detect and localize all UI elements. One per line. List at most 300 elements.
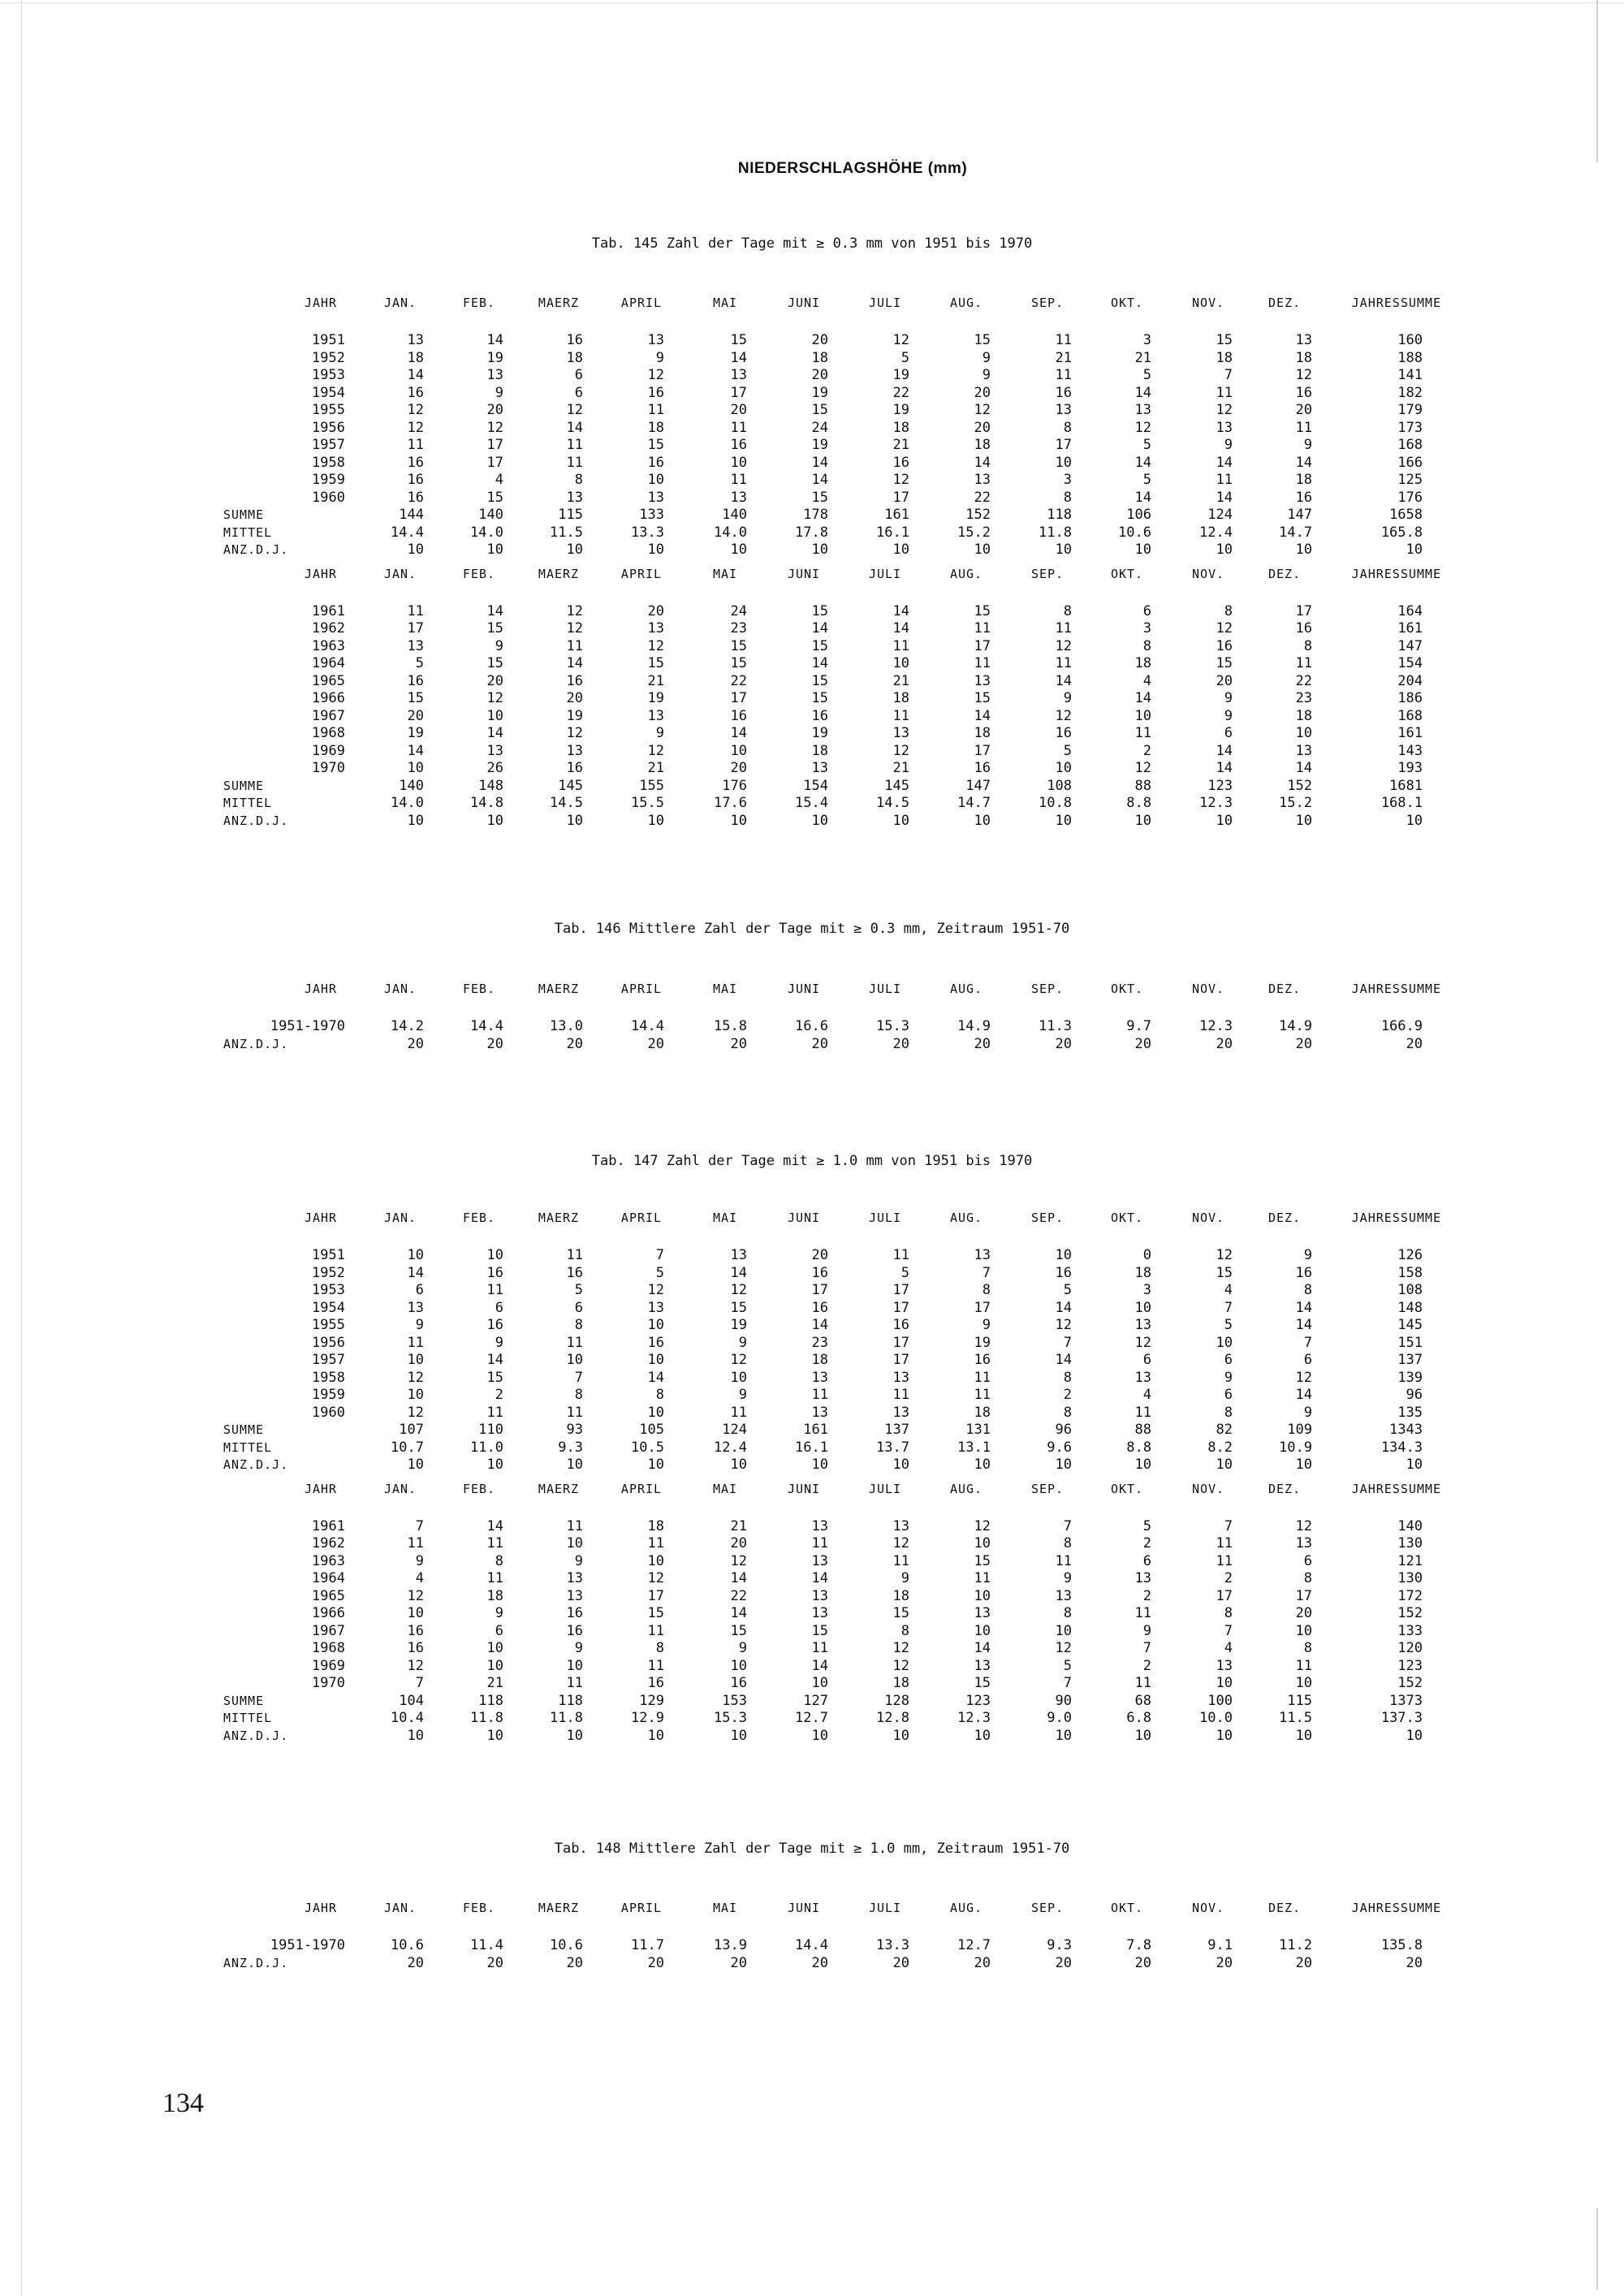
table-cell: 7 [1224, 1622, 1233, 1639]
table-cell: 178 [803, 507, 828, 523]
table-cell: 10 [407, 542, 424, 558]
table-cell: 10 [1055, 1727, 1072, 1744]
table-cell: 161 [1397, 620, 1423, 637]
table-cell: 147 [1397, 637, 1423, 654]
column-header: FEB. [462, 566, 496, 581]
table-cell: 9 [738, 1387, 747, 1403]
table-cell: 16 [486, 1264, 503, 1281]
table-cell: 15 [1216, 1264, 1233, 1281]
column-header: MAERZ [538, 1901, 580, 1915]
column-header: OKT. [1110, 1481, 1144, 1496]
table-cell: 16 [730, 707, 747, 724]
table-cell: 11 [892, 637, 909, 654]
table-cell: 12 [892, 1640, 909, 1656]
column-header: DEZ. [1268, 1481, 1302, 1496]
table-cell: 10 [1406, 1457, 1423, 1473]
row-label-year: 1970 [312, 1675, 345, 1691]
row-label-year: 1951-1970 [270, 1018, 345, 1034]
table-cell: 6 [1224, 1352, 1233, 1368]
table-cell: 10 [892, 1457, 909, 1473]
table-cell: 7 [982, 1264, 991, 1281]
table-cell: 11 [566, 1675, 583, 1691]
table-cell: 9 [982, 367, 991, 383]
row-label-year: 1962 [312, 620, 345, 637]
table-cell: 16 [811, 1299, 828, 1316]
table-cell: 13.9 [714, 1937, 747, 1953]
table-cell: 88 [1134, 777, 1151, 794]
table-cell: 15 [974, 1675, 991, 1691]
table-cell: 131 [965, 1422, 991, 1438]
table-cell: 12 [647, 742, 664, 759]
table-cell: 10 [1216, 1334, 1233, 1351]
table-cell: 10 [974, 1622, 991, 1639]
column-header: DEZ. [1268, 296, 1302, 310]
table-cell: 10 [730, 1727, 747, 1744]
table-cell: 18 [892, 419, 909, 436]
table-cell: 13 [811, 1587, 828, 1604]
table-cell: 9 [901, 1570, 909, 1586]
table-cell: 16 [1055, 725, 1072, 741]
table-cell: 3 [1142, 1282, 1151, 1298]
column-header: JAHR [304, 982, 338, 996]
table-cell: 155 [639, 777, 664, 794]
table-cell: 5 [1224, 1317, 1233, 1333]
table-cell: 13 [1295, 332, 1312, 348]
table-cell: 9 [415, 1317, 424, 1333]
column-header: FEB. [462, 296, 496, 310]
table-cell: 10 [1216, 1675, 1233, 1691]
table-cell: 17 [1295, 1587, 1312, 1604]
table-cell: 115 [558, 507, 583, 523]
table-cell: 11 [486, 1535, 503, 1552]
table-cell: 9 [495, 1605, 503, 1621]
table-cell: 140 [478, 507, 503, 523]
table-cell: 140 [399, 777, 424, 794]
row-label-year: 1969 [312, 742, 345, 759]
table-cell: 14 [1295, 760, 1312, 776]
table-cell: 18 [1134, 1264, 1151, 1281]
table-cell: 14.4 [391, 524, 424, 541]
table-cell: 20 [974, 1954, 991, 1971]
table-cell: 7 [1224, 1517, 1233, 1534]
table-cell: 12 [1216, 1247, 1233, 1263]
table-cell: 9 [574, 1640, 583, 1656]
table-cell: 118 [478, 1692, 503, 1709]
table-cell: 15 [730, 655, 747, 671]
table-cell: 128 [884, 1692, 909, 1709]
table-cell: 12 [566, 402, 583, 418]
table-cell: 8 [1224, 1404, 1233, 1421]
table-cell: 13 [974, 1605, 991, 1621]
table-cell: 6 [495, 1622, 503, 1639]
table-cell: 16.1 [795, 1439, 828, 1456]
table-cell: 11 [647, 1535, 664, 1552]
table-cell: 13 [407, 332, 424, 348]
column-header: JUNI [787, 296, 821, 310]
table-cell: 10 [1216, 1457, 1233, 1473]
table-cell: 10.5 [631, 1439, 664, 1456]
table-cell: 10 [647, 812, 664, 829]
row-label: SUMME [223, 1693, 265, 1708]
table-cell: 12 [974, 1517, 991, 1534]
table-cell: 9 [738, 1640, 747, 1656]
table-cell: 12 [730, 1352, 747, 1368]
table-cell: 11 [730, 1404, 747, 1421]
table-cell: 19 [811, 725, 828, 741]
row-label-year: 1951 [312, 332, 345, 348]
column-header: JAN. [383, 566, 417, 581]
table-cell: 14.0 [714, 524, 747, 541]
table-cell: 68 [1134, 1692, 1151, 1709]
table-cell: 18 [892, 1675, 909, 1691]
table-cell: 10 [1055, 812, 1072, 829]
table-cell: 13 [1134, 1317, 1151, 1333]
table-cell: 11 [892, 1552, 909, 1569]
table-cell: 14.0 [470, 524, 503, 541]
table-cell: 16 [407, 384, 424, 401]
table-cell: 11 [811, 1640, 828, 1656]
row-label-year: 1963 [312, 1552, 345, 1569]
table-cell: 13 [892, 725, 909, 741]
table-cell: 15 [974, 332, 991, 348]
row-label: ANZ.D.J. [223, 1728, 289, 1743]
table-cell: 11 [811, 1387, 828, 1403]
table-cell: 16 [892, 454, 909, 471]
table-cell: 20 [811, 1247, 828, 1263]
table-cell: 11 [647, 402, 664, 418]
table-cell: 11 [566, 637, 583, 654]
table-cell: 10 [730, 542, 747, 558]
table-cell: 11.8 [470, 1710, 503, 1726]
table-cell: 13.0 [550, 1018, 583, 1034]
table-cell: 124 [722, 1422, 747, 1438]
table-cell: 4 [495, 472, 503, 488]
table-cell: 14.5 [550, 795, 583, 811]
column-header: OKT. [1110, 982, 1144, 996]
table-cell: 152 [1397, 1605, 1423, 1621]
column-header: SEP. [1030, 1901, 1065, 1915]
row-label-year: 1959 [312, 1387, 345, 1403]
table-cell: 13 [647, 332, 664, 348]
column-header: JAHR [304, 1211, 338, 1225]
table-cell: 14 [811, 1317, 828, 1333]
tab147-caption: Tab. 147 Zahl der Tage mit ≥ 1.0 mm von 1951 bis 1970 [591, 1153, 1033, 1169]
table-cell: 9 [982, 1317, 991, 1333]
column-header: SEP. [1030, 296, 1065, 310]
table-cell: 2 [1142, 1657, 1151, 1674]
table-cell: 5 [655, 1264, 664, 1281]
table-cell: 14.9 [1279, 1018, 1312, 1034]
table-cell: 11 [892, 1387, 909, 1403]
table-cell: 11 [811, 1535, 828, 1552]
table-cell: 15 [811, 1622, 828, 1639]
table-cell: 9 [574, 1552, 583, 1569]
table-cell: 14 [407, 1264, 424, 1281]
table-cell: 10 [486, 812, 503, 829]
table-cell: 13 [566, 1587, 583, 1604]
table-cell: 14 [486, 332, 503, 348]
table-cell: 15 [647, 1605, 664, 1621]
table-cell: 12.3 [957, 1710, 991, 1726]
table-cell: 7 [415, 1517, 424, 1534]
table-cell: 10 [892, 542, 909, 558]
table-cell: 22 [892, 384, 909, 401]
table-cell: 15 [974, 690, 991, 706]
table-cell: 13 [974, 1657, 991, 1674]
table-cell: 8.2 [1207, 1439, 1233, 1456]
table-cell: 11 [1295, 1657, 1312, 1674]
table-cell: 16 [811, 1264, 828, 1281]
table-cell: 11 [730, 419, 747, 436]
table-cell: 14 [730, 1605, 747, 1621]
table-cell: 5 [901, 349, 909, 366]
table-cell: 20 [407, 707, 424, 724]
table-cell: 20 [730, 1535, 747, 1552]
table-cell: 14.5 [876, 795, 909, 811]
column-header: JAN. [383, 1211, 417, 1225]
column-header: MAI [712, 566, 738, 581]
column-header: MAI [712, 1901, 738, 1915]
table-cell: 10 [1216, 1727, 1233, 1744]
table-cell: 11 [566, 1517, 583, 1534]
table-cell: 9 [495, 1334, 503, 1351]
table-cell: 13 [892, 1404, 909, 1421]
table-cell: 10 [811, 1727, 828, 1744]
table-cell: 13 [647, 707, 664, 724]
table-cell: 7 [1303, 1334, 1312, 1351]
table-cell: 6 [1303, 1352, 1312, 1368]
row-label-year: 1961 [312, 1517, 345, 1534]
table-cell: 4 [1142, 1387, 1151, 1403]
table-cell: 20 [811, 367, 828, 383]
table-cell: 20 [1406, 1954, 1423, 1971]
table-cell: 21 [730, 1517, 747, 1534]
table-cell: 10 [1295, 1457, 1312, 1473]
table-cell: 10 [730, 1457, 747, 1473]
table-cell: 10.6 [391, 1937, 424, 1953]
table-cell: 145 [884, 777, 909, 794]
row-label-year: 1959 [312, 472, 345, 488]
table-cell: 13 [730, 367, 747, 383]
scan-edge-left [21, 0, 22, 2296]
table-cell: 12 [647, 1282, 664, 1298]
table-cell: 166 [1397, 454, 1423, 471]
table-cell: 14 [1216, 760, 1233, 776]
table-cell: 11 [407, 1535, 424, 1552]
table-cell: 4 [1224, 1282, 1233, 1298]
table-cell: 12 [892, 742, 909, 759]
table-cell: 10 [1295, 1622, 1312, 1639]
column-header: NOV. [1191, 1211, 1225, 1225]
table-cell: 12 [647, 637, 664, 654]
table-cell: 20 [1295, 1035, 1312, 1052]
table-cell: 4 [1142, 672, 1151, 689]
table-cell: 16 [730, 437, 747, 453]
table-cell: 123 [1207, 777, 1233, 794]
table-cell: 23 [811, 1334, 828, 1351]
table-cell: 125 [1397, 472, 1423, 488]
table-cell: 20 [1216, 1954, 1233, 1971]
column-header: AUG. [949, 1481, 983, 1496]
table-cell: 9 [1303, 1247, 1312, 1263]
table-cell: 12 [486, 419, 503, 436]
table-cell: 8 [1063, 419, 1072, 436]
table-cell: 8 [574, 1317, 583, 1333]
table-cell: 161 [884, 507, 909, 523]
table-cell: 15 [647, 655, 664, 671]
table-cell: 16 [566, 760, 583, 776]
table-cell: 10 [566, 542, 583, 558]
table-cell: 10 [811, 1675, 828, 1691]
table-cell: 13 [892, 1517, 909, 1534]
table-cell: 148 [478, 777, 503, 794]
table-cell: 147 [965, 777, 991, 794]
table-cell: 11.0 [470, 1439, 503, 1456]
table-cell: 188 [1397, 349, 1423, 366]
table-cell: 20 [974, 419, 991, 436]
table-cell: 11 [1216, 1535, 1233, 1552]
table-cell: 20 [1134, 1954, 1151, 1971]
column-header: MAERZ [538, 982, 580, 996]
table-cell: 5 [1063, 1282, 1072, 1298]
table-cell: 20 [892, 1035, 909, 1052]
table-cell: 10 [407, 1247, 424, 1263]
table-cell: 135 [1397, 1404, 1423, 1421]
row-label-year: 1956 [312, 419, 345, 436]
table-cell: 11 [407, 1334, 424, 1351]
table-cell: 22 [730, 672, 747, 689]
table-cell: 20 [1295, 402, 1312, 418]
table-cell: 10.6 [1118, 524, 1151, 541]
table-cell: 123 [1397, 1657, 1423, 1674]
table-cell: 18 [974, 725, 991, 741]
table-cell: 9 [1224, 437, 1233, 453]
column-header: MAERZ [538, 1211, 580, 1225]
table-cell: 10 [1134, 1457, 1151, 1473]
table-cell: 13 [974, 1247, 991, 1263]
table-cell: 145 [1397, 1317, 1423, 1333]
column-header: JAHRESSUMME [1351, 1901, 1441, 1915]
table-cell: 13 [811, 1404, 828, 1421]
table-cell: 16 [407, 672, 424, 689]
table-cell: 6 [1142, 1352, 1151, 1368]
table-cell: 10 [974, 812, 991, 829]
table-cell: 13 [566, 742, 583, 759]
table-cell: 105 [639, 1422, 664, 1438]
table-cell: 135.8 [1380, 1937, 1423, 1953]
column-header: MAERZ [538, 566, 580, 581]
table-cell: 14 [811, 1657, 828, 1674]
table-cell: 10 [892, 812, 909, 829]
table-cell: 23 [730, 620, 747, 637]
table-cell: 15 [486, 655, 503, 671]
row-label-year: 1955 [312, 1317, 345, 1333]
column-header: AUG. [949, 1211, 983, 1225]
table-cell: 121 [1397, 1552, 1423, 1569]
table-cell: 10 [486, 707, 503, 724]
table-cell: 11 [1295, 419, 1312, 436]
table-cell: 10 [407, 760, 424, 776]
table-cell: 14 [974, 1640, 991, 1656]
table-cell: 15 [486, 620, 503, 637]
table-cell: 12 [1055, 1640, 1072, 1656]
table-cell: 17 [892, 1282, 909, 1298]
table-cell: 10 [566, 1657, 583, 1674]
table-cell: 11 [407, 602, 424, 619]
row-label-year: 1954 [312, 384, 345, 401]
table-cell: 15 [486, 489, 503, 506]
column-header: JUNI [787, 1901, 821, 1915]
table-cell: 11 [974, 1570, 991, 1586]
table-cell: 16 [407, 489, 424, 506]
table-cell: 21 [892, 760, 909, 776]
table-cell: 182 [1397, 384, 1423, 401]
table-cell: 104 [399, 1692, 424, 1709]
column-header: JUNI [787, 1481, 821, 1496]
table-cell: 15 [730, 1622, 747, 1639]
table-cell: 10 [566, 1535, 583, 1552]
table-cell: 4 [415, 1570, 424, 1586]
table-cell: 20 [811, 332, 828, 348]
table-cell: 12 [1055, 637, 1072, 654]
table-cell: 144 [399, 507, 424, 523]
column-header: JAHR [304, 566, 338, 581]
table-cell: 21 [892, 672, 909, 689]
table-cell: 14 [892, 602, 909, 619]
table-cell: 143 [1397, 742, 1423, 759]
table-cell: 14 [486, 1517, 503, 1534]
table-cell: 19 [566, 707, 583, 724]
table-cell: 6 [574, 367, 583, 383]
column-header: AUG. [949, 296, 983, 310]
table-cell: 2 [1142, 742, 1151, 759]
table-cell: 8 [1303, 1640, 1312, 1656]
table-cell: 9 [1224, 1369, 1233, 1386]
table-cell: 148 [1397, 1299, 1423, 1316]
table-cell: 4 [1224, 1640, 1233, 1656]
row-label-year: 1963 [312, 637, 345, 654]
table-cell: 13 [1216, 1657, 1233, 1674]
table-cell: 12 [486, 690, 503, 706]
table-cell: 153 [722, 1692, 747, 1709]
row-label: SUMME [223, 507, 265, 522]
table-cell: 13 [1295, 742, 1312, 759]
scan-edge-top [0, 2, 1624, 3]
column-header: JAN. [383, 296, 417, 310]
table-cell: 12 [1134, 419, 1151, 436]
table-cell: 16 [566, 672, 583, 689]
table-cell: 8 [982, 1282, 991, 1298]
table-cell: 8 [1063, 1535, 1072, 1552]
column-header: SEP. [1030, 1211, 1065, 1225]
table-cell: 168 [1397, 437, 1423, 453]
row-label-year: 1952 [312, 349, 345, 366]
table-cell: 8 [1063, 602, 1072, 619]
table-cell: 10 [566, 812, 583, 829]
column-header: JUNI [787, 982, 821, 996]
table-cell: 2 [495, 1387, 503, 1403]
table-cell: 10 [486, 1657, 503, 1674]
table-cell: 12.8 [876, 1710, 909, 1726]
table-cell: 168 [1397, 707, 1423, 724]
table-cell: 13 [566, 1570, 583, 1586]
table-cell: 21 [1134, 349, 1151, 366]
table-cell: 16 [647, 454, 664, 471]
row-label-year: 1958 [312, 454, 345, 471]
table-cell: 15 [892, 1605, 909, 1621]
table-cell: 11.2 [1279, 1937, 1312, 1953]
column-header: APRIL [620, 1211, 663, 1225]
